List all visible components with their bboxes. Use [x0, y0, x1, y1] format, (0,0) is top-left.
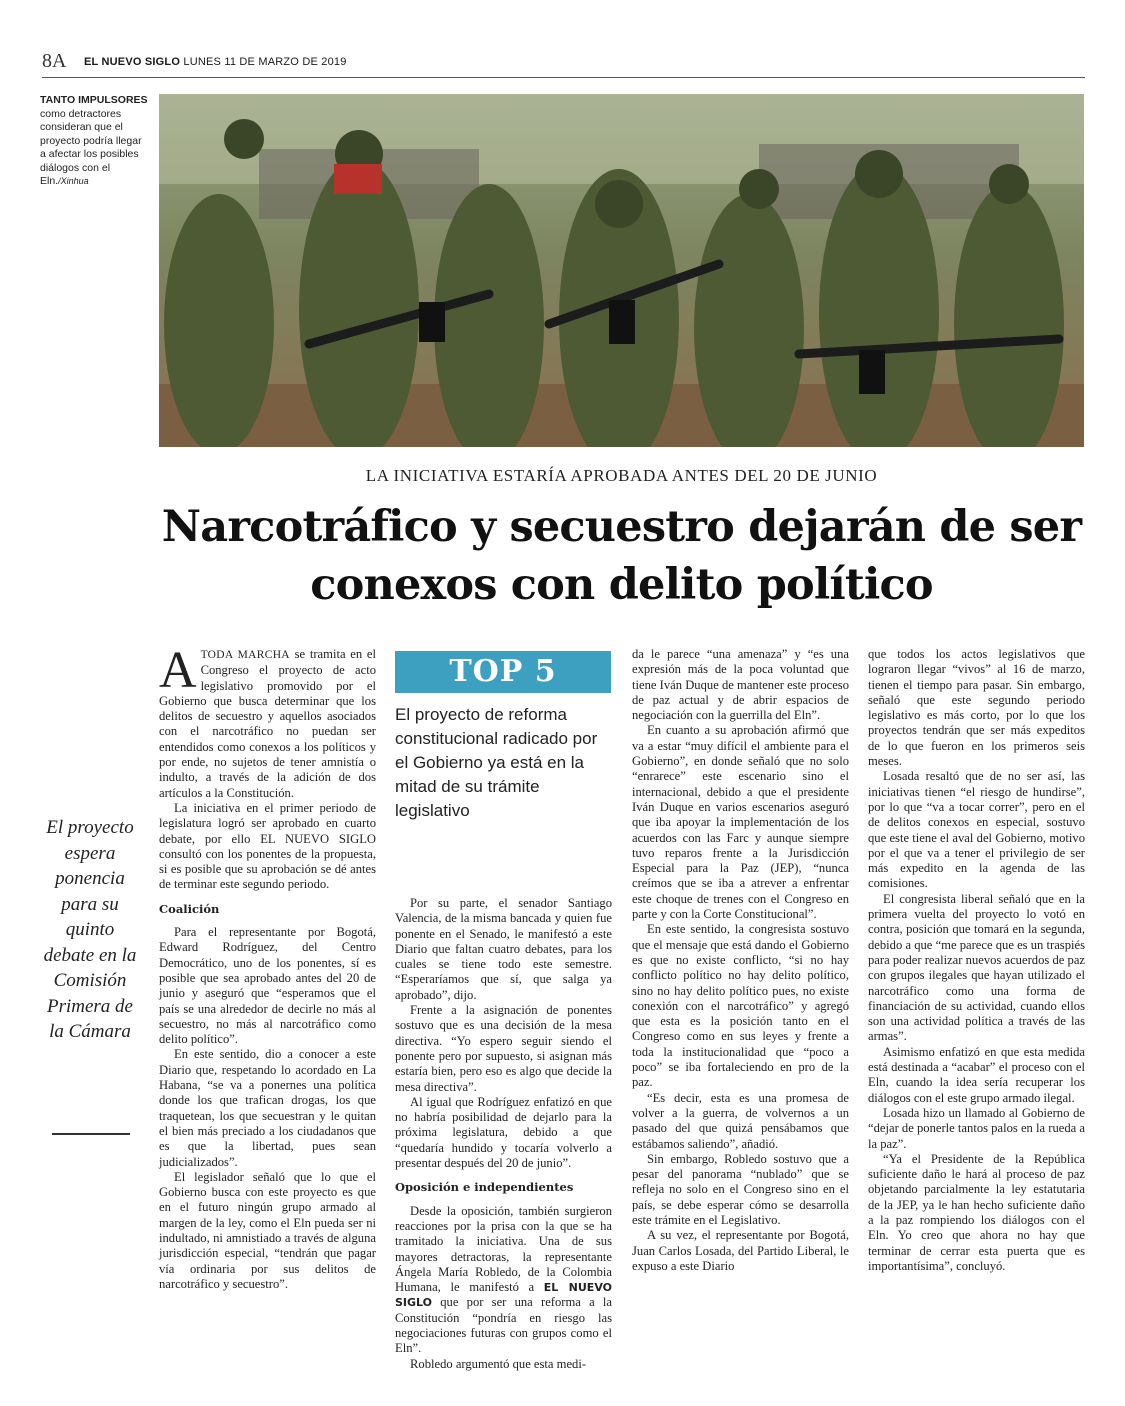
- section-heading-coalicion: Coalición: [159, 901, 220, 916]
- page-header: [42, 50, 1085, 78]
- article-paragraph: Sin embargo, Robledo sostuvo que a pesar del panorama “nublado” que se refleja no solo en el Congreso sino en el país, se debe esperar cómo se desarrolla este trámite en el Legislativo.: [632, 1151, 849, 1227]
- article-paragraph: Para el representante por Bogotá, Edward Rodríguez, del Centro Democrático, uno de los ponentes, sí es posible que sea aprobado antes del 20 de junio y aseguró que “esperamos que el país se una alrededor de decirle no más al secuestro, no más al narcotráfico como delito político”.: [159, 925, 376, 1047]
- caption-body: como detractores consideran que el proyecto podría llegar a afectar los posibles diálogos con el Eln.: [40, 107, 142, 187]
- caption-credit: /Xinhua: [58, 176, 89, 186]
- lead-text: se tramita en el Congreso el proyecto de acto legislativo promovido por el Gobierno que busca determinar que los delitos de secuestro y aquellos asociados con el narcotráfico no puedan ser entendidos como conexos a los políticos y por ende, no sujetos de tener amnistía o indulto, a través de la adición de dos artículos a la Constitución.: [159, 647, 376, 800]
- newspaper-brand: EL NUEVO SIGLO: [395, 1281, 612, 1310]
- masthead-line: [84, 56, 347, 68]
- article-paragraph: Por su parte, el senador Santiago Valencia, de la misma bancada y quien fue ponente en el Senado, le manifestó a este Diario que faltan cuatro debates, para los cuales se tiene todo este semestre. “Esperaríamos que sí, que salga ya aprobado”, dijo.: [395, 896, 612, 1002]
- article-paragraph: En este sentido, dio a conocer a este Diario que, respetando lo acordado en La Habana, “se va a ponernes una política donde los que trafican drogas, los que traquetean, los que secuestran y le quitan el bien más preciado a los ciudadanos que es que la libertad, pues sean judicializados”.: [159, 1047, 376, 1169]
- article-paragraph: Losada hizo un llamado al Gobierno de “dejar de ponerle tantos palos en la rueda a la paz”.: [868, 1105, 1085, 1151]
- article-paragraph: “Ya el Presidente de la República suficiente daño le hará al proceso de paz objetando parcialmente la ley estatutaria de la JEP, ya le han hecho suficiente daño a la paz rompiendo los diálogos con el Eln. Yo creo que ahora no hay que terminar de cerrar esta puerta que es importantísima”, concluyó.: [868, 1151, 1085, 1273]
- photo-illustration: [159, 94, 1084, 447]
- article-column-3: [632, 647, 849, 1274]
- article-paragraph: La iniciativa en el primer periodo de legislatura logró ser aprobado en cuarto debate, por ello EL NUEVO SIGLO consultó con los ponentes de la propuesta, si es posible que su aprobación se dé antes de terminar este segundo periodo.: [159, 800, 376, 892]
- article-paragraph: Frente a la asignación de ponentes sostuvo que es una decisión de la mesa directiva. “Yo espero seguir siendo el ponente pero por supuesto, si asignan más estaría bien, pero eso es algo que decide la mesa directiva”.: [395, 1003, 612, 1094]
- headline-kicker: LA INICIATIVA ESTARÍA APROBADA ANTES DEL 20 DE JUNIO: [365, 466, 878, 485]
- article-column-1: [159, 642, 376, 1292]
- article-paragraph: Losada resaltó que de no ser así, las iniciativas tienen “el riesgo de hundirse”, por lo que “va a tocar correr”, pero en el de delitos conexos en especial, sostuvo que este tiene el aval del Gobierno, motivo por el que va a tener el privilegio de ser más expedito en la agenda de las comisiones.: [868, 769, 1085, 891]
- photo-caption: [40, 94, 148, 189]
- sidebar-summary: El proyecto de reforma constitucional radicado por el Gobierno ya está en la mitad de su trámite legislativo: [395, 705, 598, 820]
- article-paragraph: da le parece “una amenaza” y “es una expresión más de la poca voluntad que tiene Iván Duque de mantener este proceso de paz actual y de abrir espacios de negociación con la guerrilla del Eln”.: [632, 647, 849, 723]
- article-paragraph: Robledo argumentó que esta medi-: [410, 1356, 587, 1371]
- newspaper-name: EL NUEVO SIGLO: [84, 56, 181, 68]
- article-paragraph: El legislador señaló que lo que el Gobierno busca con este proyecto es que en el futuro ningún grupo armado al margen de la ley, como el Eln pueda ser ni indultado, ni amnistiado a través de alguna jurisdicción especial, “tendrán que pagar vía ordinaria por sus delitos de narcotráfico y secuestro”.: [159, 1169, 376, 1291]
- article-paragraph: Al igual que Rodríguez enfatizó en que no habría posibilidad de dejarlo para la próxima legislatura, debido a que “quedaría hundido y tocaría volverlo a presentar después del 20 de junio”.: [395, 1094, 612, 1171]
- article-paragraph: [395, 1204, 612, 1357]
- article-paragraph: En este sentido, la congresista sostuvo que el mensaje que está dando el Gobierno es que no existe conflicto, “si no hay conflicto político no hay delito político, sino no hay delito político pues, no existe conexión con el narcotráfico” y agregó que esta es la posición tanto en el Congreso como en sus leyes y frente a toda la institucionalidad que “poco a poco” se iba fortaleciendo en pro de la paz.: [632, 922, 849, 1090]
- caption-lead: TANTO IMPULSORES: [40, 94, 148, 106]
- article-paragraph: que todos los actos legislativos que lograron llegar “vivos” al 16 de marzo, tienen el tiempo para pasar. Sin embargo, señaló que este segundo periodo legislativo es más corto, por lo que los proyectos tendrán que ser más expeditos de lo que fueron en los primeros seis meses.: [868, 647, 1085, 769]
- article-paragraph: [159, 642, 376, 801]
- paragraph-text: que por ser una reforma a la Constitución “pondría en riesgo las negociaciones futuras con grupos como el Eln”.: [395, 1295, 612, 1356]
- pull-quote: El proyecto espera ponencia para su quinto debate en la Comisión Primera de la Cámara: [43, 817, 137, 1042]
- lead-caps: TODA MARCHA: [200, 649, 290, 661]
- article-paragraph: A su vez, el representante por Bogotá, Juan Carlos Losada, del Partido Liberal, le expuso a este Diario: [632, 1228, 849, 1273]
- headline-title: Narcotráfico y secuestro dejarán de ser conexos con delito político: [161, 502, 1082, 610]
- article-column-2: [395, 896, 612, 1372]
- top5-badge: TOP 5: [395, 651, 611, 693]
- lead-photo: [159, 94, 1084, 447]
- article-column-4: [868, 647, 1085, 1274]
- article-paragraph: El congresista liberal señaló que en la primera vuelta del proyecto lo votó en contra, posición que tomará en la segunda, debido a que “me parece que es un traspiés para poder realizar nuevos acuerdos de paz con grupos ilegales que hayan utilizado el narcotráfico como una forma de financiación de su actividad, cuando ellos son una actividad política a través de las armas”.: [868, 891, 1085, 1044]
- article-paragraph: “Es decir, esta es una promesa de volver a la guerra, de volvernos a un pasado del que quizá pensábamos que estábamos saliendo”, añadió.: [632, 1090, 849, 1151]
- section-heading-oposicion: Oposición e independientes: [395, 1180, 574, 1195]
- drop-cap: A: [159, 642, 197, 699]
- page-number: 8A: [42, 50, 67, 72]
- issue-date: LUNES 11 DE MARZO DE 2019: [183, 56, 347, 68]
- article-paragraph: En cuanto a su aprobación afirmó que va a estar “muy difícil el ambiente para el Gobierno”, en donde señaló que no solo “enrarece” este escenario sino el internacional, debido a que el presidente Iván Duque en varios escenarios aseguró que iba apoyar la implementación de los acuerdos con las Farc y aunque siempre tuvo reparos frente a la Jurisdicción Especial para la Paz (JEP), “nunca creímos que se iba a atrever a enfrentar este choque de trenes con el Congreso en parte y con la Corte Constitucional”.: [632, 723, 849, 922]
- pull-quote-rule: [52, 1133, 130, 1135]
- article-paragraph: Asimismo enfatizó en que esta medida está destinada a “acabar” el proceso con el Eln, cuando la idea sería recuperar los diálogos con el este grupo armado ilegal.: [868, 1044, 1085, 1105]
- paragraph-text: Desde la oposición, también surgieron reacciones por la prisa con la que se ha tramitado la iniciativa. Una de sus mayores detractoras, la representante Ángela María Robledo, de la Colombia Humana, le manifestó a: [395, 1203, 612, 1295]
